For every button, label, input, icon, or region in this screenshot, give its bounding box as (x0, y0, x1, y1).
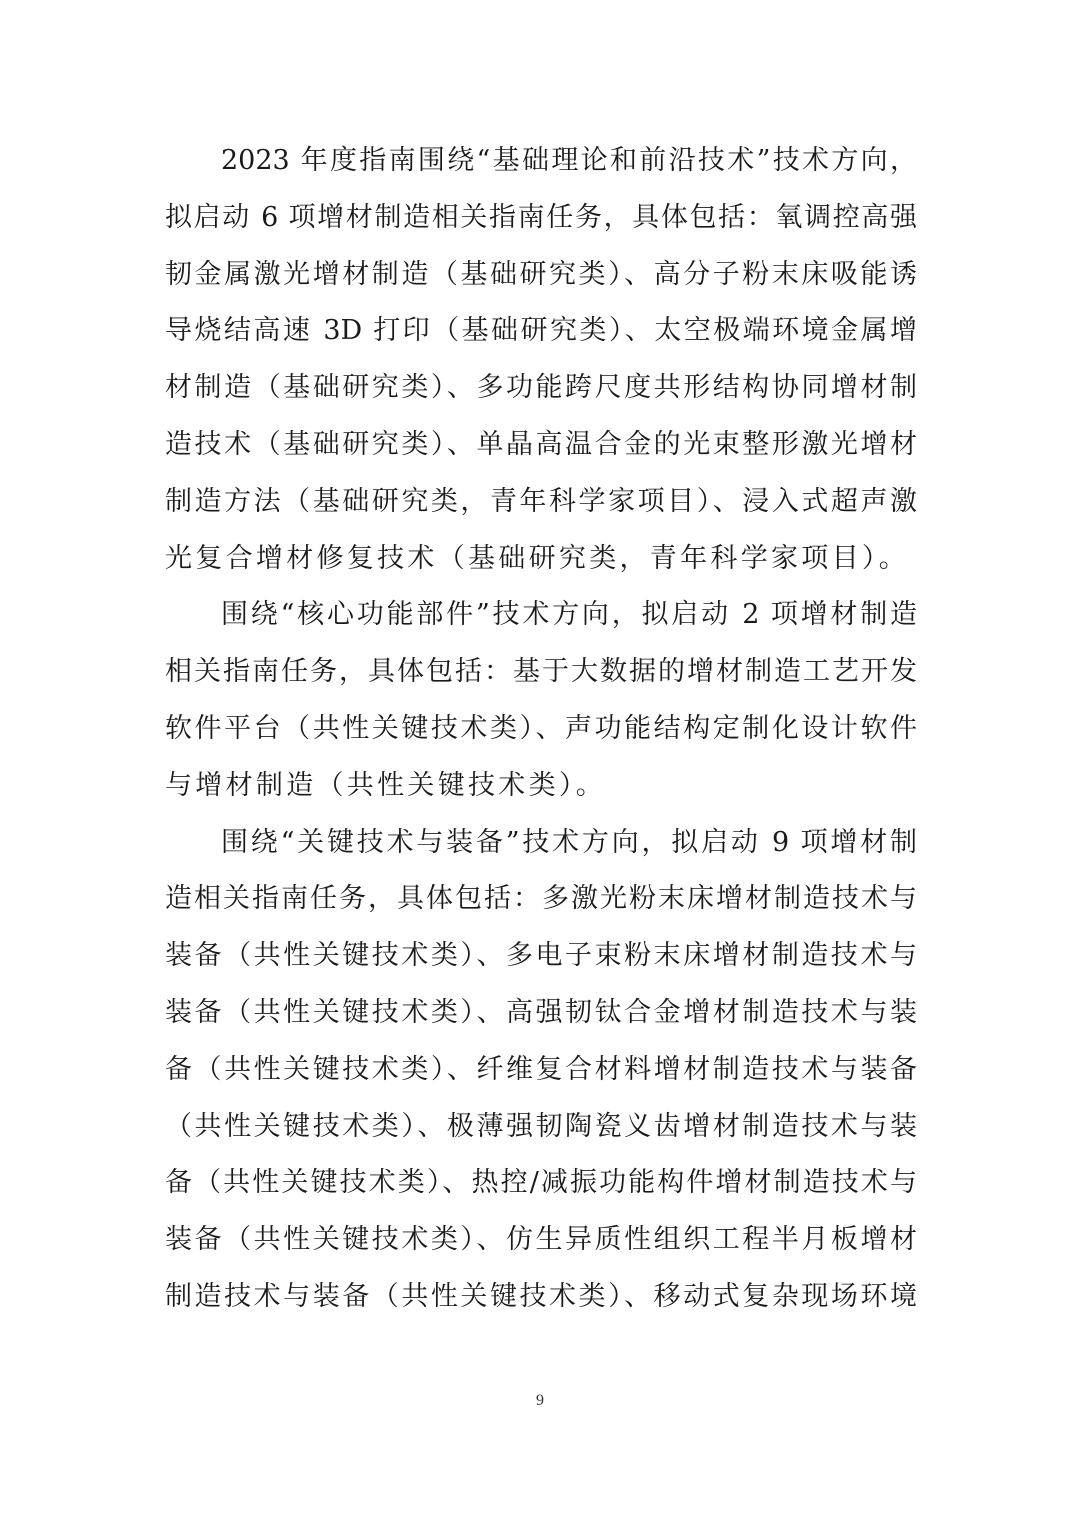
paragraph-1-line-1: 2023 年度指南围绕“基础理论和前沿技术”技术方向， (221, 145, 917, 176)
paragraph-3-line-6: （共性关键技术类）、极薄强韧陶瓷义齿增材制造技术与装 (165, 1110, 917, 1142)
paragraph-3-line-2: 造相关指南任务，具体包括：多激光粉末床增材制造技术与 (165, 883, 917, 915)
paragraph-3-line-4: 装备（共性关键技术类）、高强韧钛合金增材制造技术与装 (165, 996, 917, 1028)
paragraph-2-line-3: 软件平台（共性关键技术类）、声功能结构定制化设计软件 (165, 712, 917, 744)
paragraph-1-line-6: 造技术（基础研究类）、单晶高温合金的光束整形激光增材 (165, 428, 917, 460)
paragraph-1-line-4: 导烧结高速 3D 打印（基础研究类）、太空极端环境金属增 (165, 315, 917, 347)
paragraph-1-line-3: 韧金属激光增材制造（基础研究类）、高分子粉末床吸能诱 (165, 258, 917, 290)
paragraph-2-line-4: 与增材制造（共性关键技术类）。 (165, 769, 606, 801)
paragraph-1-line-7: 制造方法（基础研究类，青年科学家项目）、浸入式超声激 (165, 485, 917, 517)
paragraph-3-line-7: 备（共性关键技术类）、热控/减振功能构件增材制造技术与 (165, 1167, 917, 1199)
paragraph-2-line-2: 相关指南任务，具体包括：基于大数据的增材制造工艺开发 (165, 656, 917, 688)
paragraph-3-line-9: 制造技术与装备（共性关键技术类）、移动式复杂现场环境 (165, 1280, 917, 1312)
body-text (165, 133, 917, 1326)
paragraph-1-line-2: 拟启动 6 项增材制造相关指南任务，具体包括：氧调控高强 (165, 201, 917, 233)
paragraph-3-line-5: 备（共性关键技术类）、纤维复合材料增材制造技术与装备 (165, 1053, 917, 1085)
paragraph-2-line-1: 围绕“核心功能部件”技术方向，拟启动 2 项增材制造 (221, 599, 917, 631)
paragraph-3-line-8: 装备（共性关键技术类）、仿生异质性组织工程半月板增材 (165, 1224, 917, 1256)
paragraph-3-line-1: 围绕“关键技术与装备”技术方向，拟启动 9 项增材制 (221, 826, 917, 858)
page-number: 9 (536, 1392, 544, 1409)
paragraph-1-line-8: 光复合增材修复技术（基础研究类，青年科学家项目）。 (165, 542, 909, 574)
paragraph-3-line-3: 装备（共性关键技术类）、多电子束粉末床增材制造技术与 (165, 940, 917, 972)
paragraph-1-line-5: 材制造（基础研究类）、多功能跨尺度共形结构协同增材制 (165, 372, 917, 404)
